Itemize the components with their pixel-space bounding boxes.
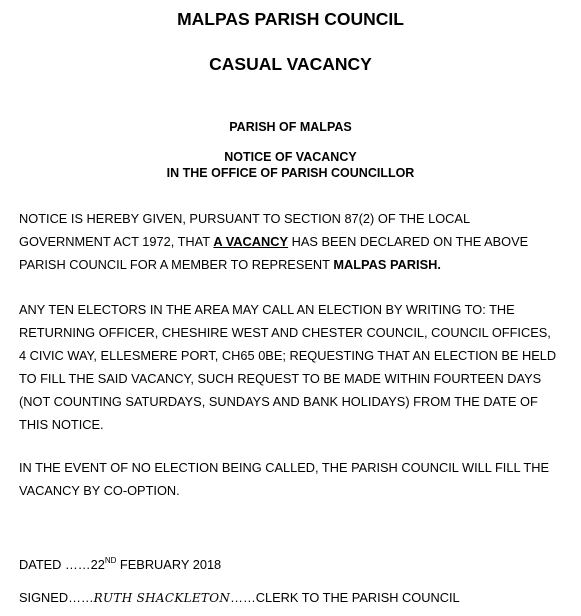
co-option-paragraph: IN THE EVENT OF NO ELECTION BEING CALLED, THE PARISH COUNCIL WILL FILL THE VACANCY BY CO-OPTION. [19,460,550,498]
election-request-paragraph: ANY TEN ELECTORS IN THE AREA MAY CALL AN ELECTION BY WRITING TO: THE RETURNING OFFICER, CHESHIRE WEST AND CHESTER COUNCIL, COUNCIL OFFICES, 4 CIVIC WAY, ELLESMERE PORT, CH65 0BE; REQUESTING THAT AN ELECTION BE HELD TO FILL THE SAID VACANCY, SUCH REQUEST TO BE MADE WITHIN FOURTEEN DAYS (NOT COUNTING SATURDAYS, SUNDAYS AND BANK HOLIDAYS) FROM THE DATE OF THIS NOTICE. [19,302,557,432]
dated-line [19,557,221,573]
signature: RUTH SHACKLETON [93,591,231,605]
date-day-suffix: ND [104,556,117,565]
date-day: 22 [90,557,105,572]
date-month-year: FEBRUARY 2018 [116,557,222,572]
parish-name-bold: MALPAS PARISH. [333,257,441,272]
council-name: MALPAS PARISH COUNCIL [177,9,404,29]
dated-label: DATED …… [19,557,91,572]
notice-text-1: NOTICE IS HEREBY GIVEN, PURSUANT TO SECTION 87(2) OF THE LOCAL GOVERNMENT ACT 1972, THAT [19,211,470,249]
signatory-role: CLERK TO THE PARISH COUNCIL [255,590,460,605]
signed-separator: …… [230,590,256,605]
notice-heading-line2: IN THE OFFICE OF PARISH COUNCILLOR [166,166,415,180]
notice-heading-line1: NOTICE OF VACANCY [224,150,357,164]
notice-title: CASUAL VACANCY [209,54,372,74]
parish-heading: PARISH OF MALPAS [229,120,352,134]
signed-label: SIGNED…… [19,590,94,605]
signed-line [19,590,460,606]
notice-paragraph [19,207,559,276]
vacancy-emphasis: A VACANCY [213,234,289,249]
notice-text-2: HAS BEEN DECLARED ON THE ABOVE PARISH COUNCIL FOR A MEMBER TO REPRESENT [19,234,529,272]
